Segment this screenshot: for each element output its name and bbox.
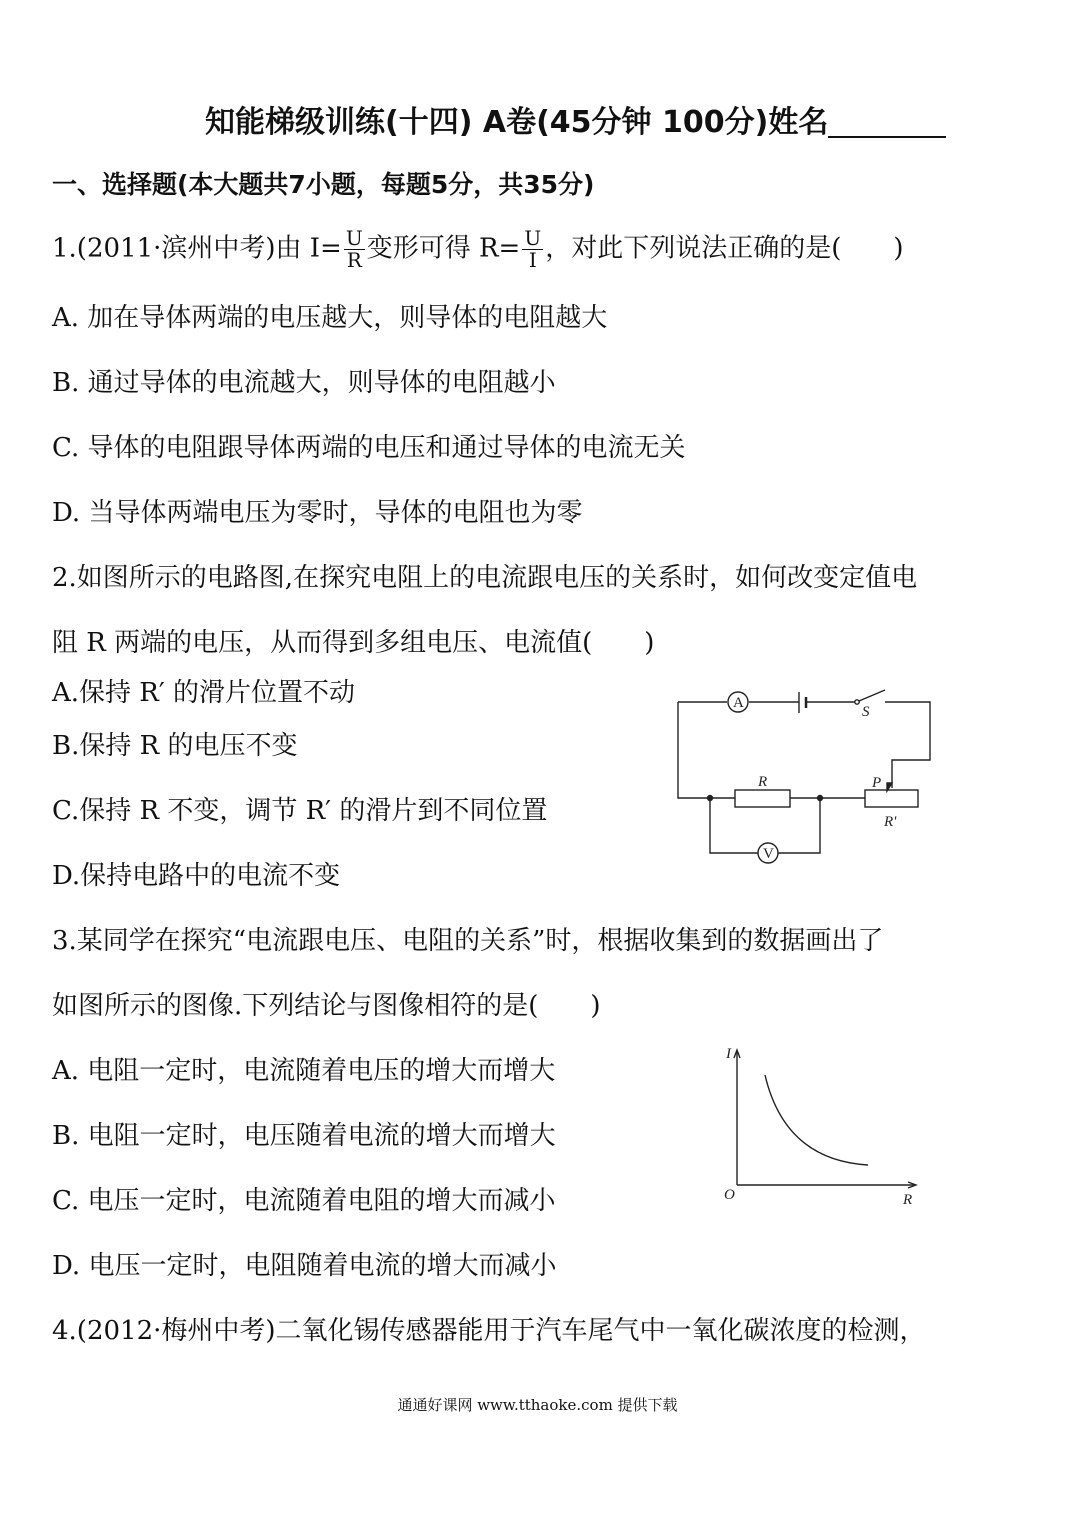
- origin-label: O: [724, 1187, 735, 1203]
- resistor-r: [735, 790, 790, 807]
- q1-option-c: C. 导体的电阻跟导体两端的电压和通过导体的电流无关: [52, 433, 686, 463]
- slider-label: P: [872, 775, 882, 791]
- switch-icon: [859, 690, 885, 701]
- q1-mid: 变形可得 R=: [366, 233, 521, 264]
- footer: 通通好课网 www.tthaoke.com 提供下载: [397, 1396, 678, 1414]
- axis-arrows: [734, 1050, 916, 1188]
- circuit-diagram: [678, 690, 930, 863]
- resistor-label: R: [758, 774, 768, 790]
- voltmeter-label: V: [763, 846, 774, 862]
- y-axis-label: I: [726, 1046, 731, 1062]
- question-2-line1: 2.如图所示的电路图,在探究电阻上的电流跟电压的关系时，如何改变定值电: [52, 563, 918, 593]
- q2-option-a: A.保持 R′ 的滑片位置不动: [52, 678, 356, 708]
- rheostat-label: R': [884, 814, 897, 830]
- curve: [765, 1075, 868, 1165]
- axes: [737, 1052, 914, 1185]
- q3-option-b: B. 电阻一定时，电压随着电流的增大而增大: [52, 1121, 556, 1151]
- denominator: I: [528, 248, 537, 272]
- q1-prefix: 1.(2011·滨州中考)由 I=: [52, 233, 342, 264]
- q3-option-a: A. 电阻一定时，电流随着电压的增大而增大: [52, 1056, 556, 1086]
- question-3-line2: 如图所示的图像.下列结论与图像相符的是( ): [52, 991, 601, 1021]
- question-4-line1: 4.(2012·梅州中考)二氧化锡传感器能用于汽车尾气中一氧化碳浓度的检测，: [52, 1316, 926, 1346]
- switch-label: S: [862, 704, 870, 720]
- x-axis-label: R: [903, 1192, 913, 1208]
- q1-option-a: A. 加在导体两端的电压越大，则导体的电阻越大: [52, 303, 608, 333]
- numerator: U: [524, 226, 542, 250]
- numerator: U: [345, 226, 363, 250]
- rheostat-r-prime: [865, 790, 918, 807]
- question-3-line1: 3.某同学在探究“电流跟电压、电阻的关系”时，根据收集到的数据画出了: [52, 926, 884, 956]
- q1-option-d: D. 当导体两端电压为零时，导体的电阻也为零: [52, 498, 583, 528]
- q3-option-c: C. 电压一定时，电流随着电阻的增大而减小: [52, 1186, 556, 1216]
- denominator: R: [346, 248, 362, 272]
- q2-option-c: C.保持 R 不变，调节 R′ 的滑片到不同位置: [52, 796, 548, 826]
- i-r-graph: [724, 1046, 916, 1208]
- title-text: 知能梯级训练(十四) A卷(45分钟 100分)姓名: [205, 105, 829, 140]
- question-2-line2: 阻 R 两端的电压，从而得到多组电压、电流值( ): [52, 628, 655, 658]
- q1-suffix: ，对此下列说法正确的是( ): [545, 233, 904, 264]
- q3-option-d: D. 电压一定时，电阻随着电流的增大而减小: [52, 1251, 557, 1281]
- q2-option-b: B.保持 R 的电压不变: [52, 731, 298, 761]
- q2-option-d: D.保持电路中的电流不变: [52, 861, 341, 891]
- ammeter-label: A: [733, 695, 744, 711]
- section-heading: 一、选择题(本大题共7小题，每题5分，共35分): [52, 170, 595, 199]
- q1-option-b: B. 通过导体的电流越大，则导体的电阻越小: [52, 368, 556, 398]
